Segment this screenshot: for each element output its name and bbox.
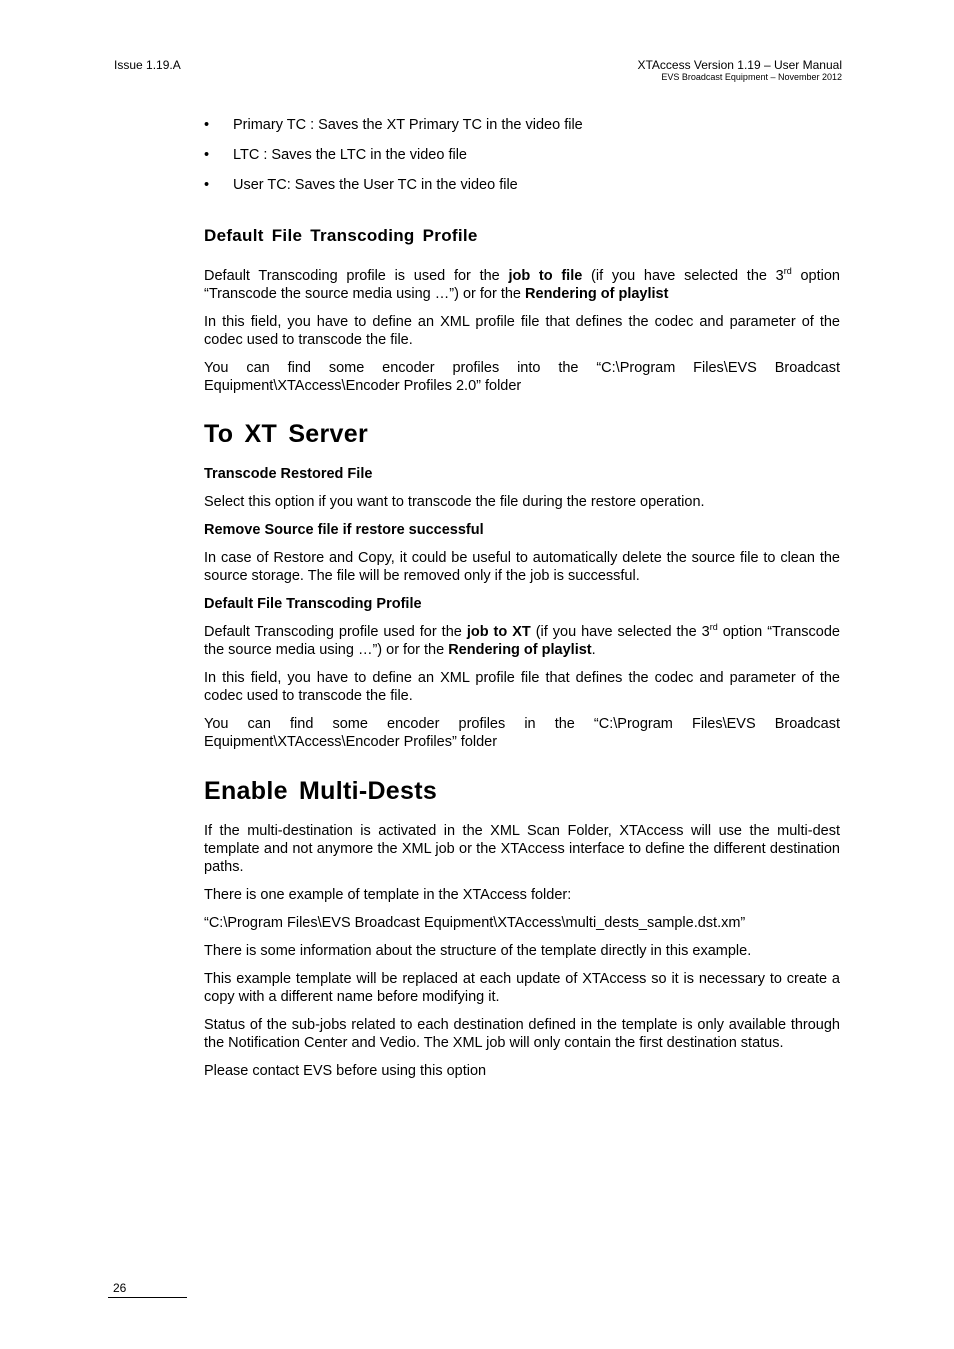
option-label-default-transcoding: Default File Transcoding Profile bbox=[204, 596, 422, 612]
paragraph: In this field, you have to define an XML profile file that defines the codec and parameter of the codec used to transcode the file. bbox=[204, 314, 840, 348]
paragraph: This example template will be replaced at each update of XTAccess so it is necessary to create a copy with a different name before modifying it. bbox=[204, 971, 840, 1005]
page-content bbox=[204, 116, 840, 1080]
paragraph: If the multi-destination is activated in the XML Scan Folder, XTAccess will use the multi-dest template and not anymore the XML job or the XTAccess interface to define the different destination paths. bbox=[204, 823, 840, 875]
paragraph: There is some information about the structure of the template directly in this example. bbox=[204, 943, 752, 959]
paragraph: Status of the sub-jobs related to each destination defined in the template is only available through the Notification Center and Vedio. The XML job will only contain the first destination status. bbox=[204, 1017, 840, 1051]
timecode-bullet-list bbox=[204, 116, 840, 194]
option-label-remove-source: Remove Source file if restore successful bbox=[204, 522, 484, 538]
section-heading-to-xt-server: To XT Server bbox=[204, 420, 368, 448]
list-item: • User TC: Saves the User TC in the video file bbox=[204, 176, 840, 194]
paragraph: In this field, you have to define an XML profile file that defines the codec and parameter of the codec used to transcode the file. bbox=[204, 670, 840, 704]
header-manual-title: XTAccess Version 1.19 – User Manual bbox=[637, 58, 842, 72]
paragraph: Please contact EVS before using this option bbox=[204, 1063, 487, 1079]
paragraph: In case of Restore and Copy, it could be useful to automatically delete the source file to clean the source storage. The file will be removed only if the job is successful. bbox=[204, 550, 840, 584]
option-label-transcode-restored: Transcode Restored File bbox=[204, 466, 373, 482]
section-heading-default-file-transcoding: Default File Transcoding Profile bbox=[204, 226, 478, 245]
paragraph: “C:\Program Files\EVS Broadcast Equipment\XTAccess\multi_dests_sample.dst.xm” bbox=[204, 915, 746, 931]
paragraph: Default Transcoding profile used for the job to XT (if you have selected the 3rd option “Transcode the source media using …”) or for the Rendering of playlist. bbox=[204, 622, 840, 658]
paragraph: You can find some encoder profiles into the “C:\Program Files\EVS Broadcast Equipment\XTAccess\Encoder Profiles 2.0” folder bbox=[204, 360, 840, 394]
paragraph: You can find some encoder profiles in the “C:\Program Files\EVS Broadcast Equipment\XTAccess\Encoder Profiles” folder bbox=[204, 716, 840, 750]
list-item: • LTC : Saves the LTC in the video file bbox=[204, 146, 840, 164]
list-item: • Primary TC : Saves the XT Primary TC in the video file bbox=[204, 116, 840, 134]
paragraph: Default Transcoding profile is used for the job to file (if you have selected the 3rd option “Transcode the source media using …”) or for the Rendering of playlist bbox=[204, 266, 840, 302]
header-subtitle: EVS Broadcast Equipment – November 2012 bbox=[661, 72, 842, 82]
header-issue: Issue 1.19.A bbox=[114, 58, 181, 72]
header-title-block bbox=[637, 58, 842, 83]
paragraph: Select this option if you want to transcode the file during the restore operation. bbox=[204, 494, 705, 510]
paragraph: There is one example of template in the XTAccess folder: bbox=[204, 887, 572, 903]
page-number: 26 bbox=[108, 1281, 187, 1298]
section-heading-enable-multi-dests: Enable Multi-Dests bbox=[204, 777, 438, 805]
